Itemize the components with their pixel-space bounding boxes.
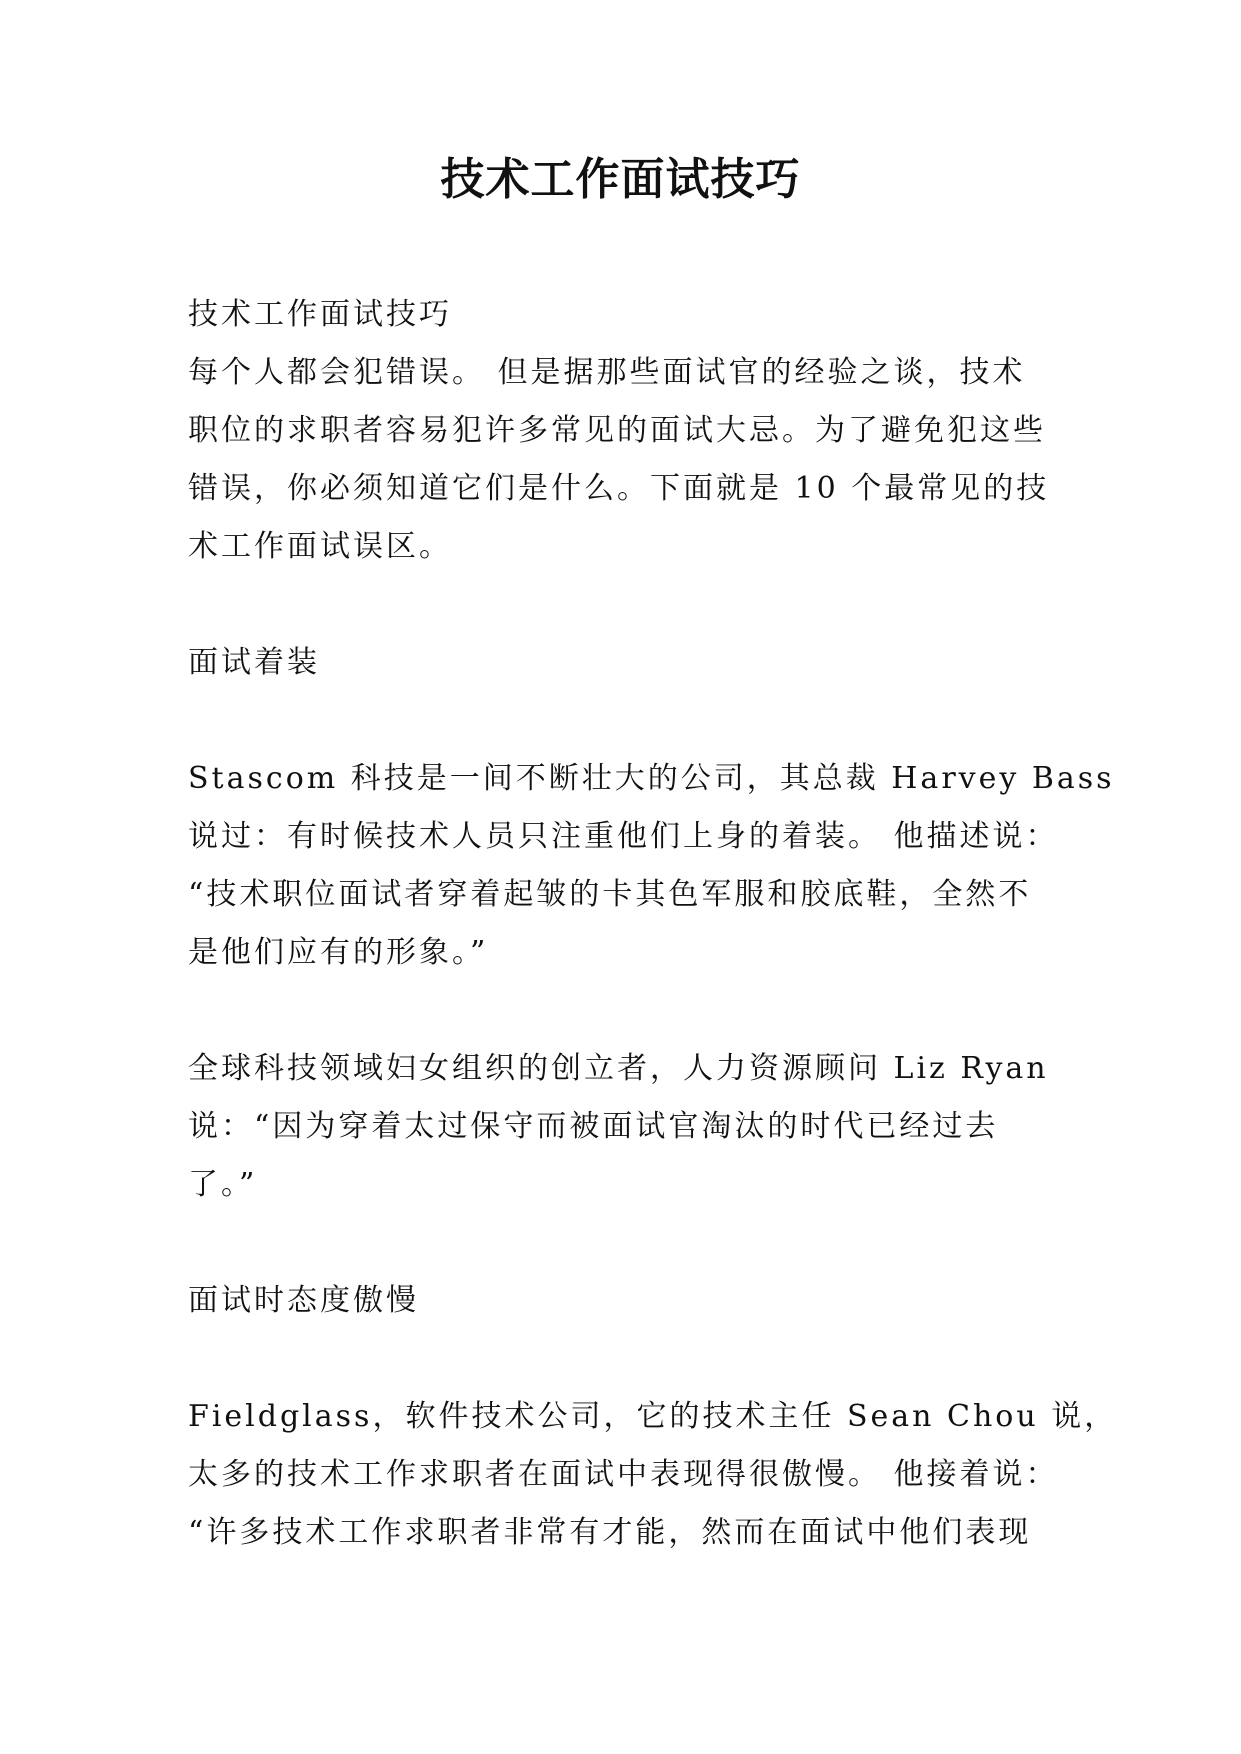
section-heading-dress: 面试着装 [188,645,320,680]
paragraph-sean-chou [188,1388,1118,1562]
paragraph-line: “技术职位面试者穿着起皱的卡其色军服和胶底鞋，全然不 [188,877,1032,912]
paragraph-line: Fieldglass，软件技术公司，它的技术主任 Sean Chou 说， [188,1399,1118,1434]
paragraph-line: 全球科技领域妇女组织的创立者，人力资源顾问 Liz Ryan [188,1051,1049,1086]
paragraph-line: 了。” [188,1167,258,1202]
document-title: 技术工作面试技巧 [440,154,801,205]
paragraph-harvey-bass [188,750,1115,982]
paragraph-line: 太多的技术工作求职者在面试中表现得很傲慢。 他接着说： [188,1457,1059,1492]
paragraph-line: 说：“因为穿着太过保守而被面试官淘汰的时代已经过去 [188,1109,999,1144]
intro-line: 术工作面试误区。 [188,529,452,564]
paragraph-line: Stascom 科技是一间不断壮大的公司，其总裁 Harvey Bass [188,761,1115,796]
intro-paragraph [188,344,1078,576]
intro-line: 职位的求职者容易犯许多常见的面试大忌。为了避免犯这些 [188,413,1046,448]
section-heading-arrogance: 面试时态度傲慢 [188,1283,419,1318]
intro-line: 每个人都会犯错误。 但是据那些面试官的经验之谈，技术 [188,355,1026,390]
paragraph-line: 说过：有时候技术人员只注重他们上身的着装。 他描述说： [188,819,1059,854]
intro-line: 错误，你必须知道它们是什么。下面就是 10 个最常见的技 [188,471,1050,506]
paragraph-line: 是他们应有的形象。” [188,935,489,970]
paragraph-line: “许多技术工作求职者非常有才能，然而在面试中他们表现 [188,1515,1032,1550]
paragraph-liz-ryan [188,1040,1078,1214]
document-subtitle: 技术工作面试技巧 [188,297,452,332]
